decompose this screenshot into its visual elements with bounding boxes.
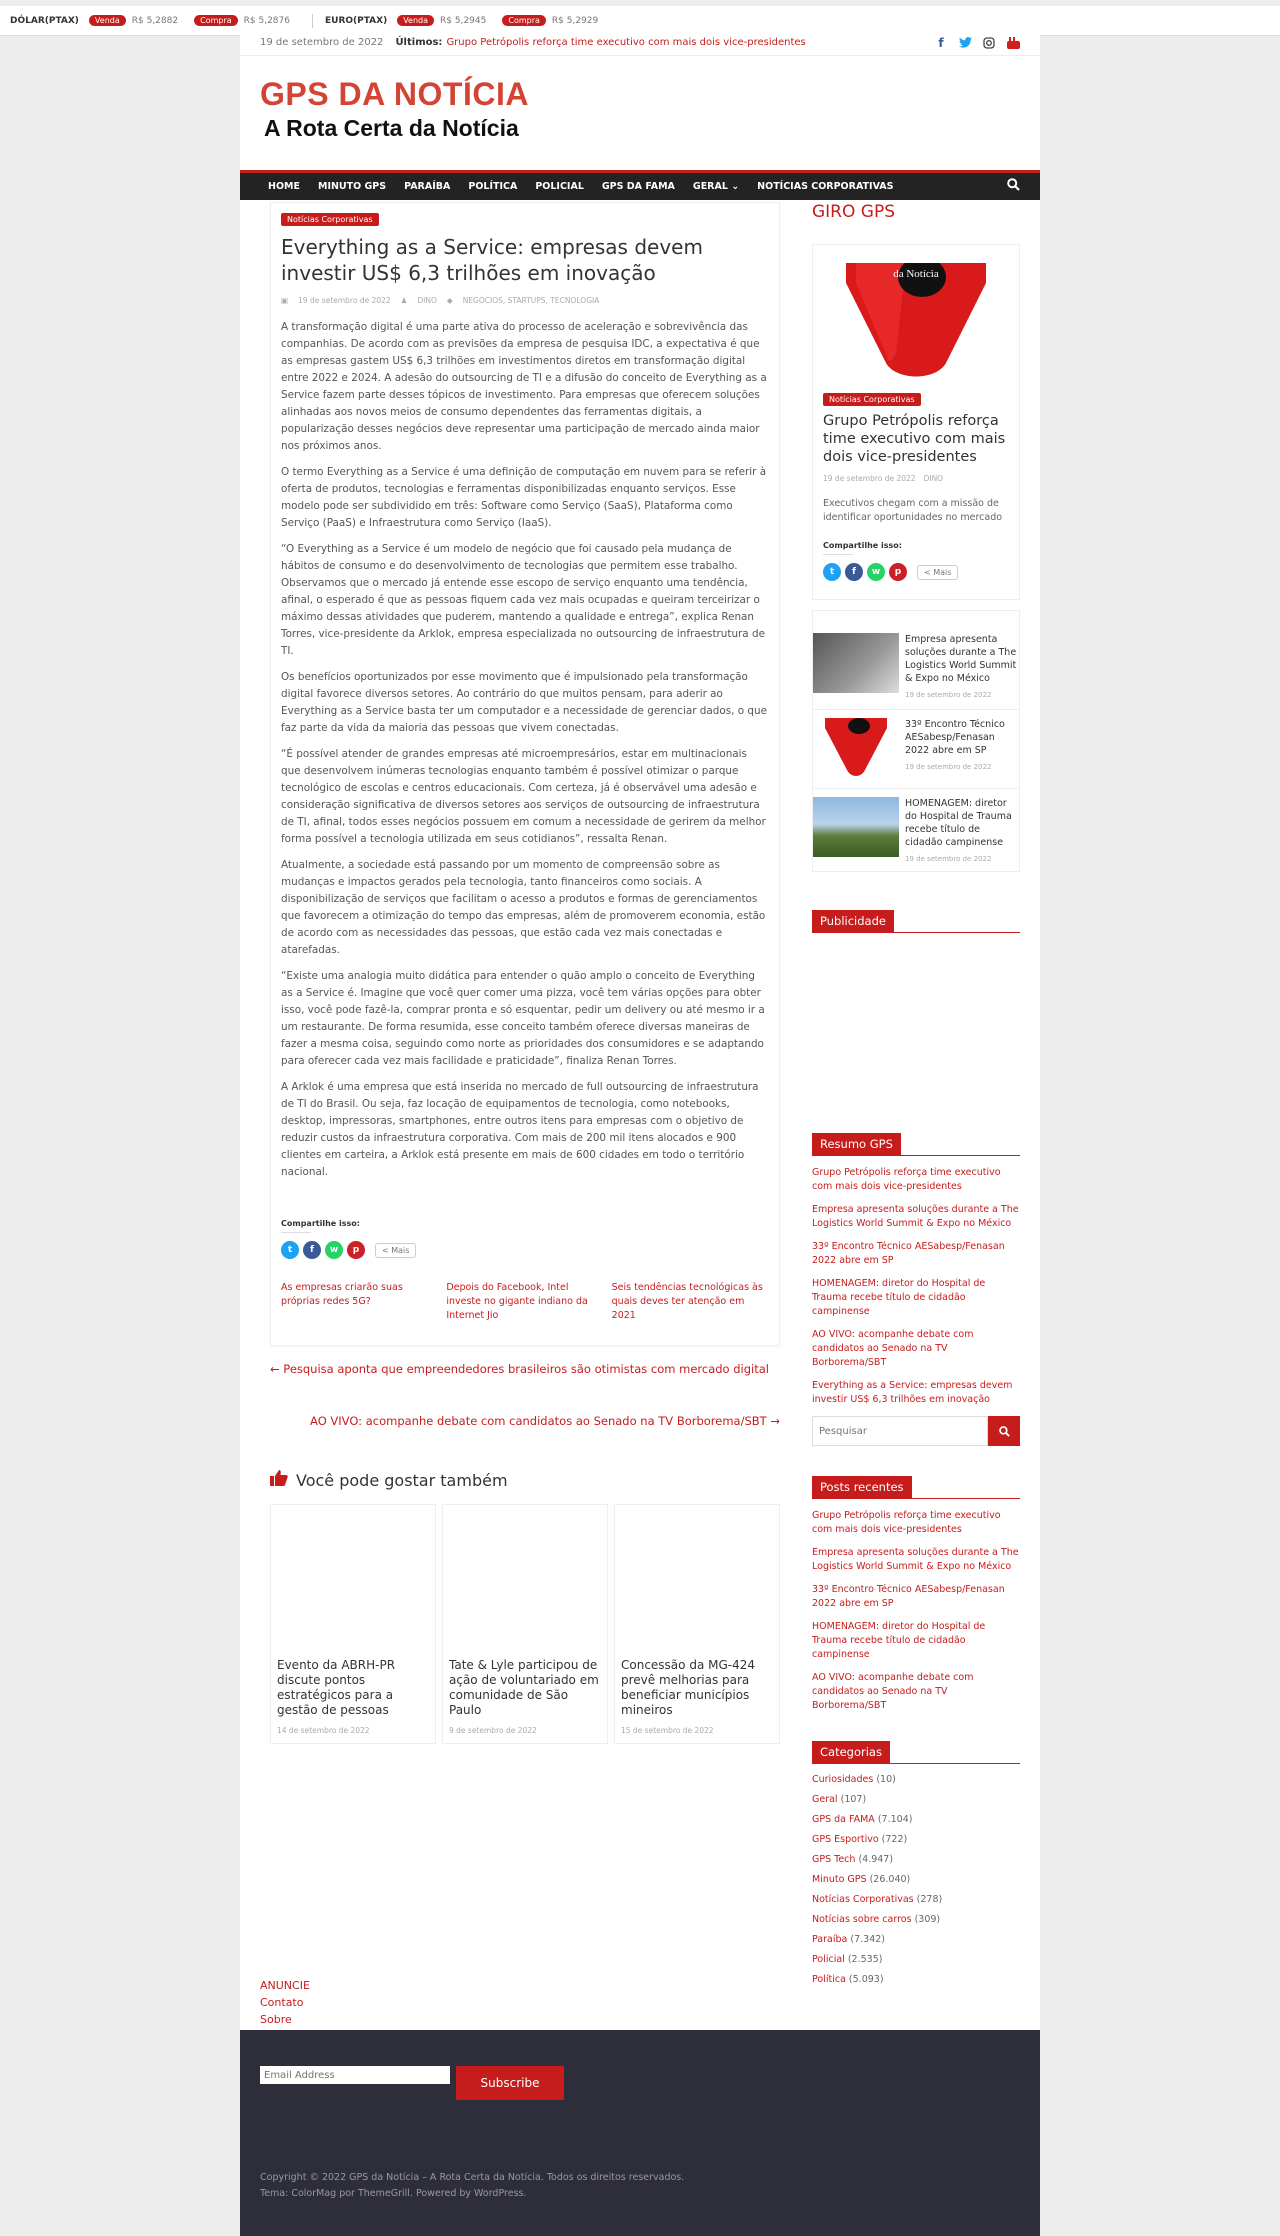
- related-post-link[interactable]: Depois do Facebook, Intel investe no gigante indiano da Internet Jio: [446, 1282, 588, 1321]
- recent-posts-list: [812, 1509, 1020, 1713]
- recent-post-link[interactable]: Grupo Petrópolis reforça time executivo com mais dois vice-presidentes: [812, 1510, 1001, 1535]
- category-item: [812, 1774, 1020, 1785]
- publicidade-title: Publicidade: [812, 910, 894, 932]
- user-icon: ♟: [400, 296, 408, 305]
- category-count: (309): [914, 1914, 941, 1925]
- featured-post-excerpt: Executivos chegam com a missão de identificar oportunidades no mercado: [823, 498, 1003, 523]
- resumo-link[interactable]: Grupo Petrópolis reforça time executivo com mais dois vice-presidentes: [812, 1167, 1001, 1192]
- euro-compra-value: R$ 5,2929: [551, 15, 599, 26]
- article-paragraph: A Arklok é uma empresa que está inserida no mercado de full outsourcing de infraestrutura de TI do Brasil. Ou seja, faz locação de equipamentos de tecnologia, como notebooks, desktop, impressoras, smartphones, entre outros itens para empresas com o objetivo de reduzir custos da infraestrutura corporativa. Com mais de 200 mil itens alocados e 900 clientes em carteira, a Arklok está presente em mais de 600 cidades em todo o território nacional.: [281, 1081, 759, 1178]
- giro-gps-title: GIRO GPS: [812, 202, 895, 222]
- you-may-like-card-date: 9 de setembro de 2022: [449, 1726, 537, 1735]
- you-may-like-card-title[interactable]: Tate & Lyle participou de ação de voluntariado em comunidade de São Paulo: [449, 1658, 599, 1717]
- resumo-widget: [812, 1133, 1020, 1407]
- category-link[interactable]: Paraíba: [812, 1934, 848, 1945]
- share-label: Compartilhe isso:: [281, 1219, 360, 1228]
- you-may-like-card-title[interactable]: Concessão da MG-424 prevê melhorias para beneficiar municípios mineiros: [621, 1658, 755, 1717]
- calendar-icon: ▣: [281, 296, 289, 305]
- category-item: [812, 1934, 1020, 1945]
- thumbs-up-icon: [270, 1470, 288, 1490]
- you-may-like-card-date: 15 de setembro de 2022: [621, 1726, 714, 1735]
- next-post-link[interactable]: AO VIVO: acompanhe debate com candidatos ao Senado na TV Borborema/SBT →: [310, 1414, 780, 1428]
- related-posts: [281, 1281, 769, 1323]
- article-paragraph: “O Everything as a Service é um modelo de negócio que foi causado pela mudança de hábitos de consumo e do desenvolvimento de tecnologias que permitem esse trabalho. Observamos que o mercado já entende esse escopo de serviço enquanto uma tendência, afinal, o esperado é que as pessoas fiquem cada vez mais ocupadas e queiram terceirizar o máximo dessas atividades que puderem, mantendo a qualidade e entrega”, explica Renan Torres, vice-presidente da Arklok, empresa especializada no outsourcing de infraestrutura de TI.: [281, 543, 765, 657]
- category-item: [812, 1814, 1020, 1825]
- newsletter-email-input[interactable]: [260, 2066, 450, 2084]
- article-category-badge[interactable]: Notícias Corporativas: [281, 213, 379, 226]
- categories-list: [812, 1774, 1020, 1985]
- featured-post-text: [813, 383, 1019, 581]
- ticker-divider: [312, 14, 313, 28]
- article-paragraph: Os benefícios oportunizados por esse movimento que é impulsionado pela transformação digital favorece diversos setores. Ao contrário do que muitos pensam, para aderir ao Everything as a Service basta ter um computador e a necessidade de gerenciar dados, o que faz parte da vida da maioria das pessoas que vivem conectadas.: [281, 671, 767, 734]
- tag-icon: ◆: [446, 296, 453, 305]
- share-divider: [281, 1232, 311, 1233]
- mini-post-title[interactable]: HOMENAGEM: diretor do Hospital de Trauma recebe título de cidadão campinense: [905, 798, 1012, 848]
- whatsapp-share-icon[interactable]: w: [325, 1241, 343, 1259]
- nav-noticias-corporativas[interactable]: NOTÍCIAS CORPORATIVAS: [757, 181, 894, 192]
- site-title[interactable]: GPS DA NOTÍCIA: [260, 76, 529, 112]
- category-link[interactable]: GPS Esportivo: [812, 1834, 879, 1845]
- category-count: (278): [916, 1894, 943, 1905]
- nav-minuto-gps[interactable]: MINUTO GPS: [317, 181, 387, 192]
- resumo-link[interactable]: 33º Encontro Técnico AESabesp/Fenasan 2022 abre em SP: [812, 1241, 1005, 1266]
- sidebar-search-input[interactable]: [812, 1416, 988, 1446]
- featured-post-meta: [823, 474, 1009, 483]
- category-item: [812, 1874, 1020, 1885]
- more-share-button[interactable]: < Mais: [917, 565, 958, 580]
- resumo-link[interactable]: Everything as a Service: empresas devem investir US$ 6,3 trilhões em inovação: [812, 1380, 1013, 1405]
- subscribe-button[interactable]: Subscribe: [456, 2066, 564, 2100]
- recent-post-link[interactable]: 33º Encontro Técnico AESabesp/Fenasan 2022 abre em SP: [812, 1584, 1005, 1609]
- mini-post-date: 19 de setembro de 2022: [905, 855, 992, 863]
- widget-underline: [812, 932, 1020, 933]
- featured-share-divider: [823, 554, 853, 555]
- nav-home[interactable]: HOME: [268, 181, 300, 192]
- footer-menu: [260, 1977, 310, 2028]
- resumo-link[interactable]: AO VIVO: acompanhe debate com candidatos ao Senado na TV Borborema/SBT: [812, 1329, 974, 1368]
- instagram-icon[interactable]: [982, 36, 996, 50]
- category-item: [812, 1894, 1020, 1905]
- site-branding: [240, 56, 1040, 170]
- nav-geral[interactable]: GERAL ⌄: [692, 181, 740, 192]
- article-title: Everything as a Service: empresas devem investir US$ 6,3 trilhões em inovação: [281, 235, 703, 285]
- current-date: 19 de setembro de 2022: [260, 37, 384, 48]
- category-link[interactable]: Notícias Corporativas: [812, 1894, 914, 1905]
- mini-posts: [812, 610, 1020, 872]
- mini-post-thumbnail[interactable]: [813, 633, 899, 693]
- category-link[interactable]: GPS Tech: [812, 1854, 856, 1865]
- more-share-label: Mais: [391, 1245, 410, 1255]
- sidebar: [812, 202, 1020, 1994]
- category-link[interactable]: Curiosidades: [812, 1774, 874, 1785]
- publicidade-widget: [812, 910, 1020, 1133]
- featured-post-author[interactable]: DINO: [923, 474, 944, 483]
- nav-paraiba[interactable]: PARAÍBA: [404, 181, 451, 192]
- category-count: (10): [876, 1774, 896, 1785]
- related-post-link[interactable]: Seis tendências tecnológicas às quais deves ter atenção em 2021: [611, 1282, 763, 1321]
- you-may-like-card-date: 14 de setembro de 2022: [277, 1726, 370, 1735]
- article-body: [281, 319, 769, 1181]
- you-may-like-card-title[interactable]: Evento da ABRH-PR discute pontos estratégicos para a gestão de pessoas: [277, 1658, 396, 1717]
- share-buttons: [281, 1241, 769, 1259]
- article-date[interactable]: 19 de setembro de 2022: [298, 296, 391, 305]
- site-tagline: A Rota Certa da Notícia: [264, 115, 519, 141]
- pinterest-share-icon[interactable]: p: [889, 563, 907, 581]
- theme-credit: Tema: ColorMag por ThemeGrill. Powered by WordPress.: [260, 2188, 527, 2199]
- recent-post-link[interactable]: HOMENAGEM: diretor do Hospital de Trauma recebe título de cidadão campinense: [812, 1621, 986, 1660]
- you-may-like-card[interactable]: [270, 1504, 436, 1744]
- mini-post[interactable]: [813, 709, 1019, 778]
- footer-link-contato[interactable]: Contato: [260, 1996, 304, 2009]
- euro-venda-value: R$ 5,2945: [440, 15, 487, 26]
- category-count: (26.040): [869, 1874, 911, 1885]
- featured-category-badge[interactable]: Notícias Corporativas: [823, 393, 921, 406]
- sidebar-search-button[interactable]: [988, 1416, 1020, 1446]
- euro-venda-pill: Venda: [397, 15, 434, 26]
- facebook-icon[interactable]: f: [938, 35, 944, 50]
- recent-post-link[interactable]: Empresa apresenta soluções durante a The Logistics World Summit & Expo no México: [812, 1547, 1019, 1572]
- featured-image-caption: da Notícia: [893, 268, 939, 280]
- resumo-list: [812, 1166, 1020, 1407]
- article-paragraph: O termo Everything as a Service é uma definição de computação em nuvem para se referir à oferta de produtos, tecnologias e ferramentas disponibilizadas enquanto serviços. Esse modelo pode ser subdividido em três: Software como Serviço (SaaS), Plataforma como Serviço (PaaS) e Infraestrutura como Serviço (IaaS).: [281, 466, 767, 529]
- ad-slot: [812, 943, 1020, 1133]
- dolar-compra-pill: Compra: [194, 15, 238, 26]
- article-author[interactable]: DINO: [417, 296, 437, 305]
- featured-more-share-label: Mais: [933, 567, 952, 577]
- post-navigation: [270, 1362, 780, 1428]
- dolar-compra-value: R$ 5,2876: [243, 15, 290, 26]
- category-link[interactable]: Notícias sobre carros: [812, 1914, 912, 1925]
- recent-posts-widget: [812, 1476, 1020, 1713]
- article-meta: [281, 296, 769, 305]
- article-paragraph: Atualmente, a sociedade está passando por um momento de compreensão sobre as mudanças e impactos gerados pela tecnologia, tanto financeiros como sociais. A disponibilização de serviços que facilitam o acesso a produtos e formas de gerenciamentos que favorecem a otimização do tempo das empresas, além de promoverem economia, estão de acordo com as necessidades das pessoas, que estão cada vez mais conectadas e atarefadas.: [281, 859, 766, 956]
- category-link[interactable]: GPS da FAMA: [812, 1814, 875, 1825]
- euro-compra-pill: Compra: [502, 15, 546, 26]
- footer-link-sobre[interactable]: Sobre: [260, 2013, 292, 2026]
- recent-post-link[interactable]: AO VIVO: acompanhe debate com candidatos ao Senado na TV Borborema/SBT: [812, 1672, 974, 1711]
- category-item: [812, 1914, 1020, 1925]
- resumo-title: Resumo GPS: [812, 1133, 901, 1155]
- twitter-share-icon[interactable]: t: [823, 563, 841, 581]
- more-share-button[interactable]: < Mais: [375, 1243, 416, 1258]
- pinterest-share-icon[interactable]: p: [347, 1241, 365, 1259]
- categories-title: Categorias: [812, 1741, 890, 1763]
- top-bar: [240, 30, 1040, 56]
- main-navigation: [240, 170, 1040, 200]
- related-post-link[interactable]: As empresas criarão suas próprias redes 5G?: [281, 1282, 403, 1307]
- mini-post-thumbnail[interactable]: [813, 718, 899, 778]
- footer-link-anuncie[interactable]: ANUNCIE: [260, 1979, 310, 1992]
- category-count: (4.947): [858, 1854, 894, 1865]
- featured-share-buttons: [823, 563, 1009, 581]
- featured-share-label: Compartilhe isso:: [823, 541, 902, 550]
- youtube-icon[interactable]: [1006, 36, 1020, 50]
- facebook-share-icon[interactable]: f: [303, 1241, 321, 1259]
- mini-post-title[interactable]: Empresa apresenta soluções durante a The Logistics World Summit & Expo no México: [905, 634, 1017, 684]
- dolar-venda-pill: Venda: [89, 15, 126, 26]
- footer-copyright: [260, 2170, 1020, 2202]
- category-item: [812, 1954, 1020, 1965]
- page-wrapper: [240, 30, 1040, 2236]
- main-content: [270, 202, 780, 1744]
- article-tags[interactable]: NEGÓCIOS, STARTUPS, TECNOLOGIA: [462, 296, 600, 305]
- you-may-like-grid: [270, 1504, 780, 1744]
- social-links: [934, 36, 1020, 50]
- nav-politica[interactable]: POLÍTICA: [468, 181, 518, 192]
- featured-post-date[interactable]: 19 de setembro de 2022: [823, 474, 916, 483]
- search-icon[interactable]: [1007, 178, 1020, 195]
- category-link[interactable]: Política: [812, 1974, 846, 1985]
- category-count: (5.093): [848, 1974, 884, 1985]
- facebook-share-icon[interactable]: f: [845, 563, 863, 581]
- twitter-share-icon[interactable]: t: [281, 1241, 299, 1259]
- mini-post[interactable]: [813, 788, 1019, 863]
- widget-underline: [812, 1763, 1020, 1764]
- categories-widget: [812, 1741, 1020, 1985]
- you-may-like-heading: [270, 1470, 780, 1490]
- euro-label: EURO(PTAX): [324, 15, 388, 26]
- nav-gps-da-fama[interactable]: GPS DA FAMA: [601, 181, 675, 192]
- category-link[interactable]: Minuto GPS: [812, 1874, 867, 1885]
- mini-post-date: 19 de setembro de 2022: [905, 763, 992, 771]
- you-may-like-title: Você pode gostar também: [296, 1470, 508, 1490]
- category-count: (2.535): [847, 1954, 883, 1965]
- recent-posts-title: Posts recentes: [812, 1476, 912, 1498]
- category-count: (722): [881, 1834, 908, 1845]
- category-link[interactable]: Policial: [812, 1954, 845, 1965]
- twitter-icon[interactable]: [958, 36, 972, 50]
- mini-post-date: 19 de setembro de 2022: [905, 691, 992, 699]
- whatsapp-share-icon[interactable]: w: [867, 563, 885, 581]
- category-count: (7.104): [877, 1814, 913, 1825]
- mini-post-title[interactable]: 33º Encontro Técnico AESabesp/Fenasan 2022 abre em SP: [905, 719, 1005, 756]
- nav-policial[interactable]: POLICIAL: [535, 181, 584, 192]
- sidebar-search: [812, 1416, 1020, 1446]
- widget-underline: [812, 1155, 1020, 1156]
- mini-post[interactable]: [813, 625, 1019, 699]
- article-card: [270, 202, 780, 1346]
- category-item: [812, 1794, 1020, 1805]
- copyright-text: Copyright © 2022 GPS da Notícia – A Rota Certa da Notícia. Todos os direitos reservados.: [260, 2172, 685, 2183]
- mini-post-thumbnail[interactable]: [813, 797, 899, 857]
- category-item: [812, 1834, 1020, 1845]
- latest-headline-link[interactable]: Grupo Petrópolis reforça time executivo com mais dois vice-presidentes: [446, 37, 806, 48]
- category-link[interactable]: Geral: [812, 1794, 838, 1805]
- you-may-like-card[interactable]: [614, 1504, 780, 1744]
- newsletter-form: [260, 2066, 1020, 2100]
- resumo-link[interactable]: HOMENAGEM: diretor do Hospital de Trauma recebe título de cidadão campinense: [812, 1278, 986, 1317]
- dolar-label: DÓLAR(PTAX): [10, 15, 79, 26]
- previous-post-link[interactable]: ← Pesquisa aponta que empreendedores brasileiros são otimistas com mercado digital: [270, 1362, 769, 1376]
- article-paragraph: “Existe uma analogia muito didática para entender o quão amplo o conceito de Everything as a Service é. Imagine que você quer comer uma pizza, você tem várias opções para obter isso, você pode fazê-la, comprar pronta e só esquentar, pedir um delivery ou até mesmo ir a um restaurante. De forma resumida, esse conceito também oferece diversas maneiras de fazer a mesma coisa, seguindo como norte as prioridades dos consumidores e se adaptando para oferecer cada vez mais facilidade e praticidade”, finaliza Renan Torres.: [281, 970, 765, 1067]
- you-may-like-card[interactable]: [442, 1504, 608, 1744]
- featured-post-card: [812, 244, 1020, 600]
- widget-underline: [812, 1498, 1020, 1499]
- category-item: [812, 1854, 1020, 1865]
- article-paragraph: A transformação digital é uma parte ativa do processo de aceleração e sobrevivência das companhias. De acordo com as previsões da empresa de pesquisa IDC, a expectativa é que as empresas gastem US$ 6,3 trilhões em investimentos diretos em transformação digital entre 2022 e 2024. A adesão do outsourcing de TI e a difusão do conceito de Everything as a Service fazem parte desses tópicos de investimento. Para empresas que oferecem soluções alinhadas aos novos meios de consumo dependentes das ferramentas digitais, a popularização desses negócios deve representar uma participação de mercado ainda maior nos próximos anos.: [281, 321, 767, 452]
- category-count: (7.342): [850, 1934, 885, 1945]
- category-item: [812, 1974, 1020, 1985]
- resumo-link[interactable]: Empresa apresenta soluções durante a The Logistics World Summit & Expo no México: [812, 1204, 1019, 1229]
- featured-post-title[interactable]: Grupo Petrópolis reforça time executivo com mais dois vice-presidentes: [823, 413, 1006, 465]
- dolar-venda-value: R$ 5,2882: [131, 15, 179, 26]
- category-count: (107): [840, 1794, 867, 1805]
- site-footer: [240, 2030, 1040, 2236]
- featured-post-image[interactable]: [846, 263, 986, 383]
- article-paragraph: “É possível atender de grandes empresas até microempresários, estar em multinacionais que desenvolvem inúmeras tecnologias enquanto também é possível otimizar o parque tecnológico de escolas e centros educacionais. Com certeza, já é observável uma adesão e consideração significativa de diversos setores aos serviços de outsourcing de infraestrutura de TI, afinal, todos esses negócios possuem em comum a necessidade de gerirem da melhor forma possível a tecnologia utilizada em seus cotidianos”, ressalta Renan.: [281, 748, 766, 845]
- latest-label: Últimos:: [395, 37, 443, 48]
